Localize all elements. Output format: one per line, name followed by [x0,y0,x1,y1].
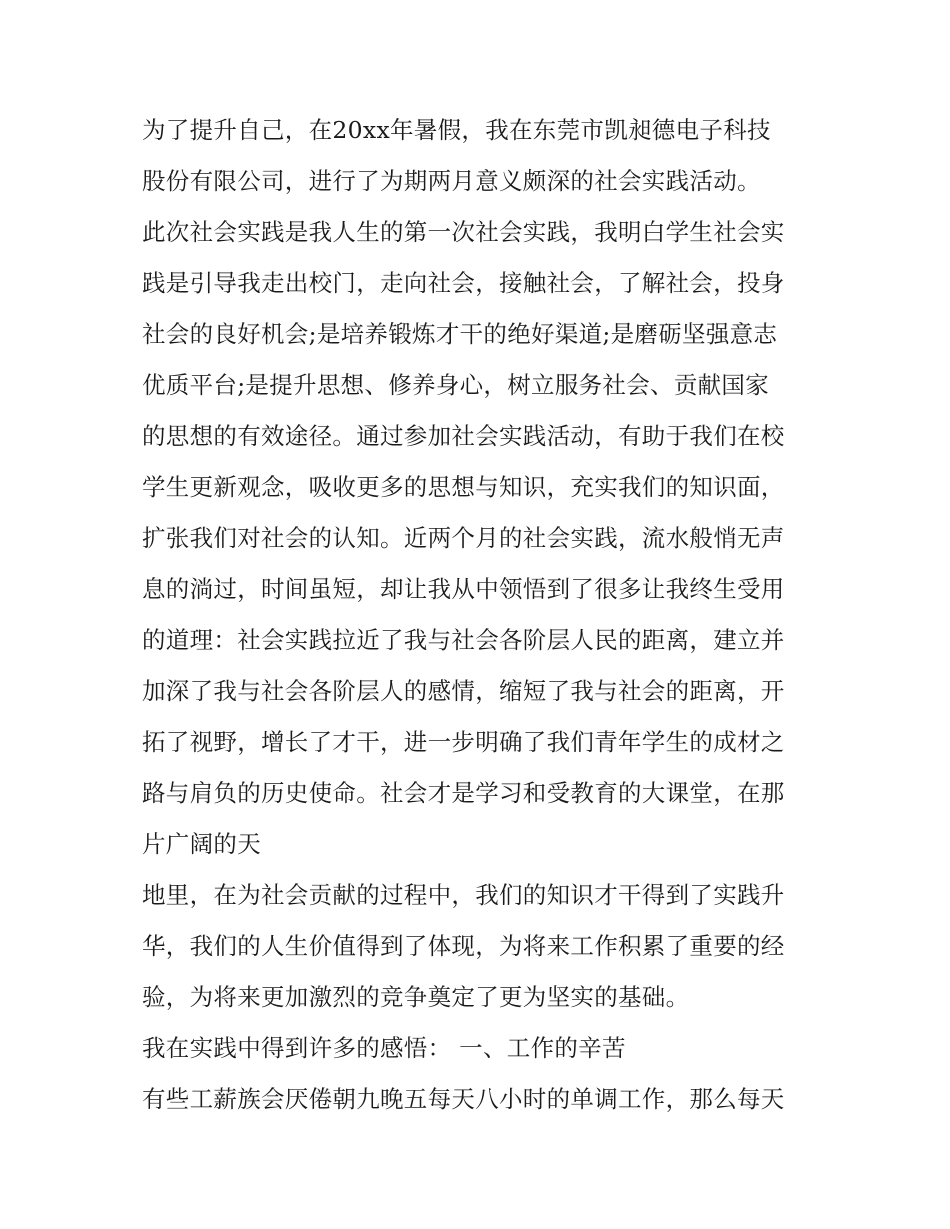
text-line: 有些工薪族会厌倦朝九晚五每天八小时的单调工作，那么每天 [142,1085,785,1113]
text-line: 的思想的有效途径。通过参加社会实践活动，有助于我们在校 [142,422,785,450]
text-line: 拓了视野，增长了才干，进一步明确了我们青年学生的成材之 [142,728,785,756]
text-line: 践是引导我走出校门，走向社会，接触社会，了解社会，投身 [142,269,785,297]
text-line: 的道理：社会实践拉近了我与社会各阶层人民的距离，建立并 [142,626,785,654]
text-line: 息的淌过，时间虽短，却让我从中领悟到了很多让我终生受用 [142,575,785,603]
body-text [142,108,822,1128]
text-line: 加深了我与社会各阶层人的感情，缩短了我与社会的距离，开 [142,677,785,705]
text-line: 学生更新观念，吸收更多的思想与知识，充实我们的知识面， [142,473,785,501]
text-line: 片广阔的天 [142,830,261,858]
text-line: 股份有限公司，进行了为期两月意义颇深的社会实践活动。 [142,167,761,195]
text-line: 优质平台;是提升思想、修养身心，树立服务社会、贡献国家 [142,371,770,399]
text-line: 验，为将来更加激烈的竞争奠定了更为坚实的基础。 [142,983,690,1011]
text-line: 华，我们的人生价值得到了体现，为将来工作积累了重要的经 [142,932,785,960]
text-line: 路与肩负的历史使命。社会才是学习和受教育的大课堂，在那 [142,779,785,807]
text-line: 地里，在为社会贡献的过程中，我们的知识才干得到了实践升 [142,881,785,909]
text-line: 此次社会实践是我人生的第一次社会实践，我明白学生社会实 [142,218,785,246]
text-line: 扩张我们对社会的认知。近两个月的社会实践，流水般悄无声 [142,524,785,552]
text-line: 我在实践中得到许多的感悟： 一、工作的辛苦 [142,1034,626,1062]
text-line: 为了提升自己，在20xx年暑假，我在东莞市凯昶德电子科技 [142,116,771,144]
text-line: 社会的良好机会;是培养锻炼才干的绝好渠道;是磨砺坚强意志 [142,320,778,348]
